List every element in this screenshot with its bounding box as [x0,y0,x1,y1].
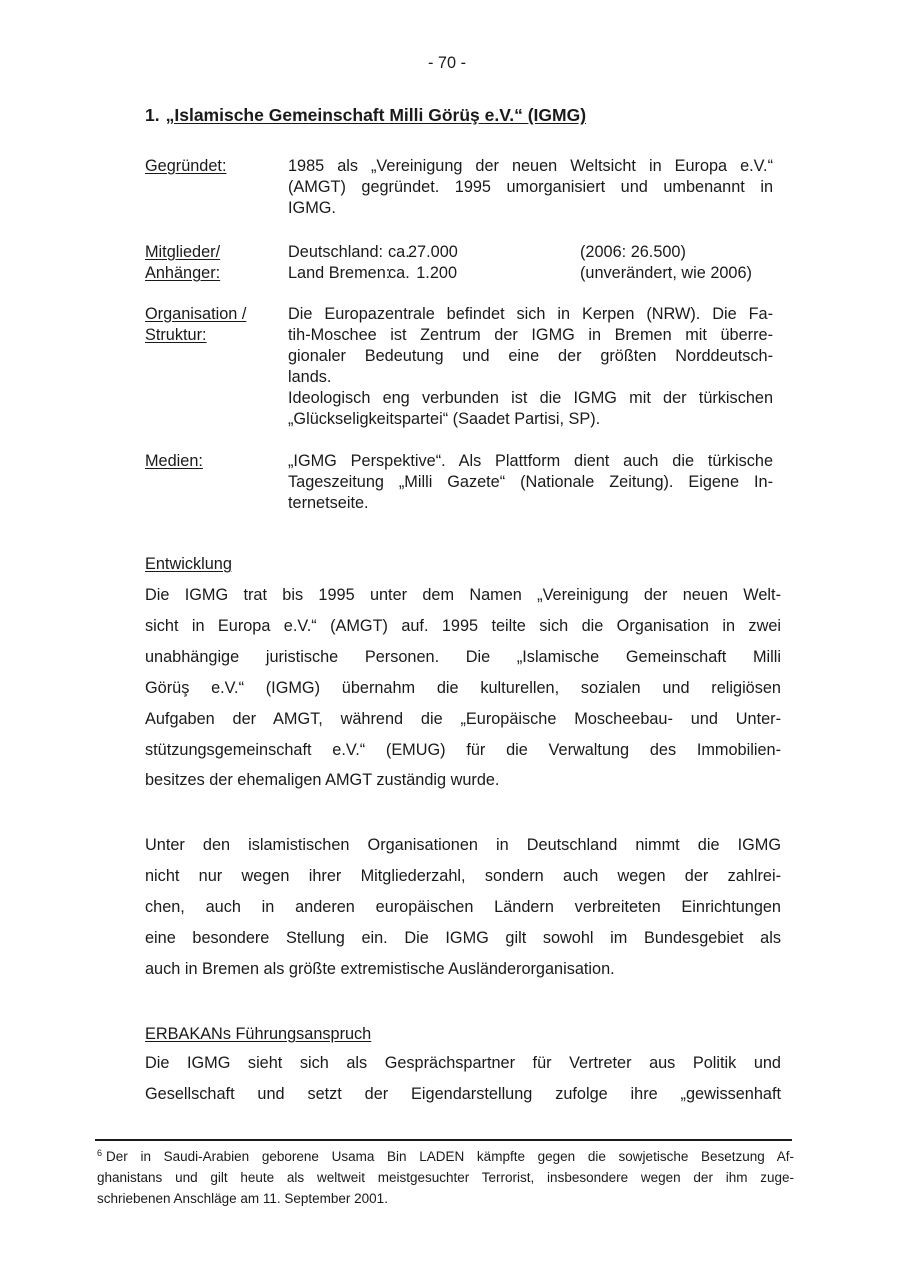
text-line: chen, auch in anderen europäischen Ländern verbreiteten Einrichtungen [145,897,781,916]
subsection-heading-erbakan: ERBAKANs Führungsanspruch [145,1025,372,1043]
approx-label: ca. [388,264,410,282]
subsection-heading-entwicklung: Entwicklung [145,555,232,573]
fact-row-organisation [145,304,773,430]
text-line: eine besondere Stellung ein. Die IGMG gilt sowohl im Bundesgebiet als [145,928,781,947]
text-line: „Glückseligkeitspartei“ (Saadet Partisi, SP). [288,410,601,428]
fact-label-text: Organisation / [145,305,247,323]
text-line: ternetseite. [288,494,369,512]
fact-label-founded [145,156,288,177]
fact-row-founded [145,156,773,219]
page-number: - 70 - [427,54,466,72]
fact-value-founded [288,156,773,219]
text-line: Görüş e.V.“ (IGMG) übernahm die kulturellen, sozialen und religiösen [145,678,781,697]
text-line: Aufgaben der AMGT, während die „Europäische Moscheebau- und Unter- [145,709,781,728]
paragraph-entwicklung-2 [145,830,781,985]
heading-title: „Islamische Gemeinschaft Milli Görüş e.V.“ (IGMG) [165,105,587,125]
fact-label-members [145,242,288,284]
fact-row-members [145,242,773,284]
members-row-bremen [288,263,773,284]
text-line: Die IGMG sieht sich als Gesprächspartner für Vertreter aus Politik und [145,1054,781,1072]
section-heading [145,104,785,126]
footnote-line [97,1146,794,1167]
region-label: Land Bremen: [288,264,391,282]
text-line: Die Europazentrale befindet sich in Kerpen (NRW). Die Fa- [288,305,773,323]
text-line: nicht nur wegen ihrer Mitgliederzahl, sondern auch wegen der zahlrei- [145,866,781,885]
text-line: Tageszeitung „Milli Gazete“ (Nationale Zeitung). Eigene In- [288,473,773,491]
region-label: Deutschland: [288,243,384,261]
paragraph-erbakan [145,1048,781,1110]
text-line: Ideologisch eng verbunden ist die IGMG mit der türkischen [288,389,773,407]
fact-value-media [288,451,773,514]
approx-label: ca. [388,243,410,261]
fact-row-media [145,451,773,514]
text-line: tih-Moschee ist Zentrum der IGMG in Bremen mit überre- [288,326,773,344]
paragraph-entwicklung-1 [145,580,781,796]
member-count: 27.000 [408,243,458,261]
heading-number: 1. [145,105,160,125]
text-line: Die IGMG trat bis 1995 unter dem Namen „Vereinigung der neuen Welt- [145,586,781,604]
fact-label-text: Mitglieder/ [145,243,221,261]
text-line: 1985 als „Vereinigung der neuen Weltsicht in Europa e.V.“ [288,157,773,175]
members-row-germany [288,242,773,263]
text-line: IGMG. [288,199,336,217]
footnote-text: Der in Saudi-Arabien geborene Usama Bin LADEN kämpfte gegen die sowjetische Besetzung Af- [106,1149,794,1164]
footnote [97,1146,794,1209]
text-line: „IGMG Perspektive“. Als Plattform dient auch die türkische [288,452,773,470]
text-line: sicht in Europa e.V.“ (AMGT) auf. 1995 teilte sich die Organisation in zwei [145,616,781,635]
footnote-separator-rule [95,1139,792,1141]
text-line: auch in Bremen als größte extremistische Ausländerorganisation. [145,959,615,978]
member-note: (2006: 26.500) [580,243,686,261]
member-count: 1.200 [416,264,457,282]
text-line: unabhängige juristische Personen. Die „Islamische Gemeinschaft Milli [145,647,781,666]
fact-value-members [288,242,773,284]
fact-label-media [145,451,288,472]
footnote-continuation [97,1167,794,1209]
text-line: schriebenen Anschläge am 11. September 2001. [97,1191,388,1206]
member-note: (unverändert, wie 2006) [580,264,752,282]
fact-label-text: Anhänger: [145,264,221,282]
text-line: lands. [288,368,332,386]
text-line: Unter den islamistischen Organisationen in Deutschland nimmt die IGMG [145,836,781,854]
fact-label-text: Gegründet: [145,157,227,175]
text-line: ghanistans und gilt heute als weltweit meistgesuchter Terrorist, insbesondere wegen der ihm zuge- [97,1170,794,1185]
fact-label-organisation [145,304,288,346]
fact-label-text: Struktur: [145,326,207,344]
text-line: stützungsgemeinschaft e.V.“ (EMUG) für die Verwaltung des Immobilien- [145,740,781,759]
fact-label-text: Medien: [145,452,203,470]
fact-value-organisation [288,304,773,430]
text-line: gionaler Bedeutung und eine der größten Norddeutsch- [288,347,773,365]
footnote-marker: 6 [97,1147,103,1158]
text-line: Gesellschaft und setzt der Eigendarstellung zufolge ihre „gewissenhaft [145,1084,781,1103]
text-line: besitzes der ehemaligen AMGT zuständig wurde. [145,771,500,790]
text-line: (AMGT) gegründet. 1995 umorganisiert und umbenannt in [288,178,773,196]
